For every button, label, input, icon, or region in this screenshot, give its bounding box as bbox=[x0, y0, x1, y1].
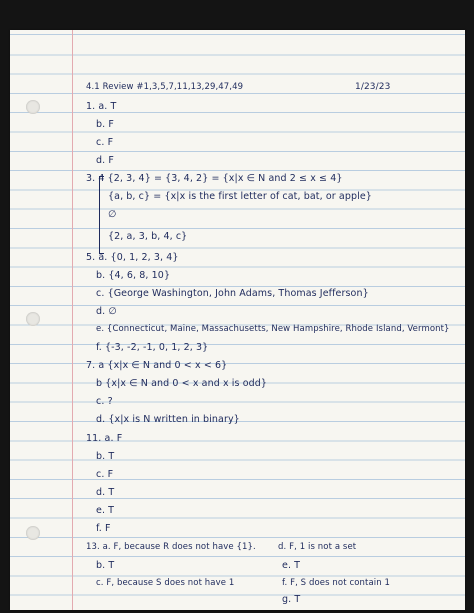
answer-3-line-4: {2, a, 3, b, 4, c} bbox=[108, 231, 188, 242]
notebook-page bbox=[10, 30, 465, 610]
answer-1a: 1. a. T bbox=[86, 101, 117, 112]
answer-5e: e. {Connecticut, Maine, Massachusetts, New Hampshire, Rhode Island, Vermont} bbox=[96, 324, 450, 334]
page-title: 4.1 Review #1,3,5,7,11,13,29,47,49 bbox=[86, 82, 244, 92]
answer-1d: d. F bbox=[96, 155, 114, 166]
answer-7a: 7. a {x|x ∈ N and 0 < x < 6} bbox=[86, 360, 228, 371]
answer-3-line-1: 3. 4 {2, 3, 4} = {3, 4, 2} = {x|x ∈ N and 2 ≤ x ≤ 4} bbox=[86, 173, 343, 184]
answer-3-line-3: ∅ bbox=[108, 209, 117, 220]
answer-1c: c. F bbox=[96, 137, 114, 148]
set-brace bbox=[99, 176, 104, 254]
answer-11c: c. F bbox=[96, 469, 114, 480]
punch-hole bbox=[26, 526, 40, 540]
answer-11b: b. T bbox=[96, 451, 115, 462]
answer-5d: d. ∅ bbox=[96, 306, 117, 317]
answer-13f: f. F, S does not contain 1 bbox=[282, 578, 391, 588]
punch-hole bbox=[26, 312, 40, 326]
answer-13d: d. F, 1 is not a set bbox=[278, 542, 357, 552]
answer-13b: b. T bbox=[96, 560, 115, 571]
punch-hole bbox=[26, 100, 40, 114]
answer-13a: 13. a. F, because R does not have {1}. bbox=[86, 542, 256, 552]
answer-5b: b. {4, 6, 8, 10} bbox=[96, 270, 171, 281]
answer-11d: d. T bbox=[96, 487, 115, 498]
answer-13e: e. T bbox=[282, 560, 301, 571]
margin-line bbox=[72, 30, 73, 610]
answer-13c: c. F, because S does not have 1 bbox=[96, 578, 235, 588]
answer-11a: 11. a. F bbox=[86, 433, 123, 444]
answer-11e: e. T bbox=[96, 505, 115, 516]
answer-3-line-2: {a, b, c} = {x|x is the first letter of cat, bat, or apple} bbox=[108, 191, 372, 202]
answer-5f: f. {-3, -2, -1, 0, 1, 2, 3} bbox=[96, 342, 209, 353]
answer-11f: f. F bbox=[96, 523, 111, 534]
answer-7c: c. ? bbox=[96, 396, 113, 407]
answer-13g: g. T bbox=[282, 594, 301, 605]
answer-5c: c. {George Washington, John Adams, Thomas Jefferson} bbox=[96, 288, 369, 299]
answer-7b: b {x|x ∈ N and 0 < x and x is odd} bbox=[96, 378, 268, 389]
page-date: 1/23/23 bbox=[355, 82, 391, 92]
answer-1b: b. F bbox=[96, 119, 114, 130]
answer-7d: d. {x|x is N written in binary} bbox=[96, 414, 240, 425]
answer-5a: 5. a. {0, 1, 2, 3, 4} bbox=[86, 252, 179, 263]
